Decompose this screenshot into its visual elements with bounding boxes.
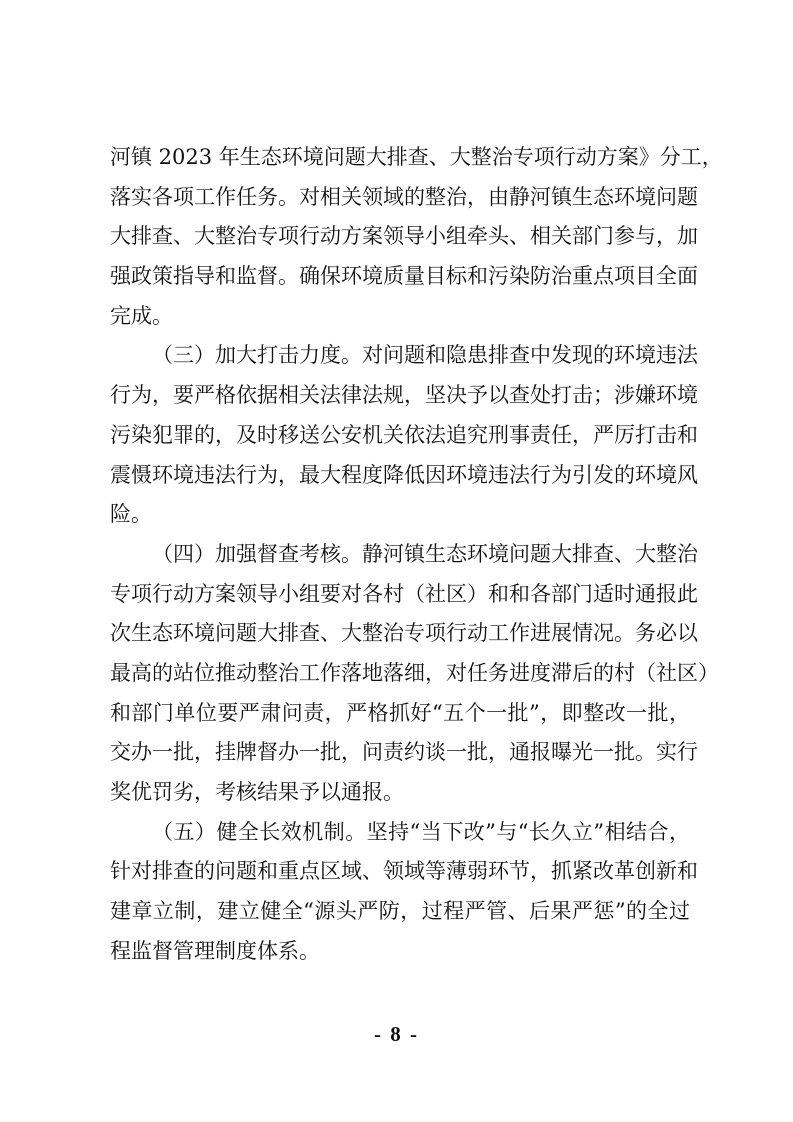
text-line: 完成。 [110, 303, 173, 328]
document-body [110, 138, 723, 971]
text-line: 针对排查的问题和重点区域、领域等薄弱环节，抓紧改革创新和 [110, 859, 698, 884]
text-line: 交办一批，挂牌督办一批，问责约谈一批，通报曝光一批。实行 [110, 740, 698, 765]
text-line: 行为，要严格依据相关法律法规，坚决予以查处打击；涉嫌环境 [110, 383, 698, 408]
text-line: 专项行动方案领导小组要对各村（社区）和和各部门适时通报此 [110, 581, 698, 606]
text-line: 落实各项工作任务。对相关领域的整治，由静河镇生态环境问题 [110, 184, 698, 209]
text-line: 奖优罚劣，考核结果予以通报。 [110, 780, 404, 804]
paragraph-section-3 [110, 336, 698, 534]
text-line: （四）加强督查考核。静河镇生态环境问题大排查、大整治 [152, 541, 698, 566]
paragraph-section-4 [110, 535, 719, 813]
text-line: 大排查、大整治专项行动方案领导小组牵头、相关部门参与，加 [110, 224, 698, 249]
page-number: - 8 - [374, 1022, 419, 1046]
text-line: 河镇 2023 年生态环境问题大排查、大整治专项行动方案》分工， [110, 145, 723, 169]
text-line: 险。 [110, 502, 152, 527]
text-line: 污染犯罪的，及时移送公安机关依法追究刑事责任，严厉打击和 [110, 422, 698, 447]
text-line: 强政策指导和监督。确保环境质量目标和污染防治重点项目全面 [110, 264, 698, 289]
text-line: 次生态环境问题大排查、大整治专项行动工作进展情况。务必以 [110, 621, 698, 646]
text-line: 程监督管理制度体系。 [110, 938, 320, 963]
text-line: 和部门单位要严肃问责，严格抓好“五个一批”，即整改一批， [110, 700, 690, 725]
text-line: 震慑环境违法行为，最大程度降低因环境违法行为引发的环境风 [110, 462, 698, 487]
text-line: （五）健全长效机制。坚持“当下改”与“长久立”相结合， [152, 819, 690, 844]
text-line: 建章立制，建立健全“源头严防，过程严管、后果严惩”的全过 [110, 899, 690, 924]
paragraph-continuation [110, 138, 723, 336]
text-line: 最高的站位推动整治工作落地落细，对任务进度滞后的村（社区） [110, 660, 719, 685]
paragraph-section-5 [110, 813, 698, 972]
text-line: （三）加大打击力度。对问题和隐患排查中发现的环境违法 [152, 343, 698, 368]
